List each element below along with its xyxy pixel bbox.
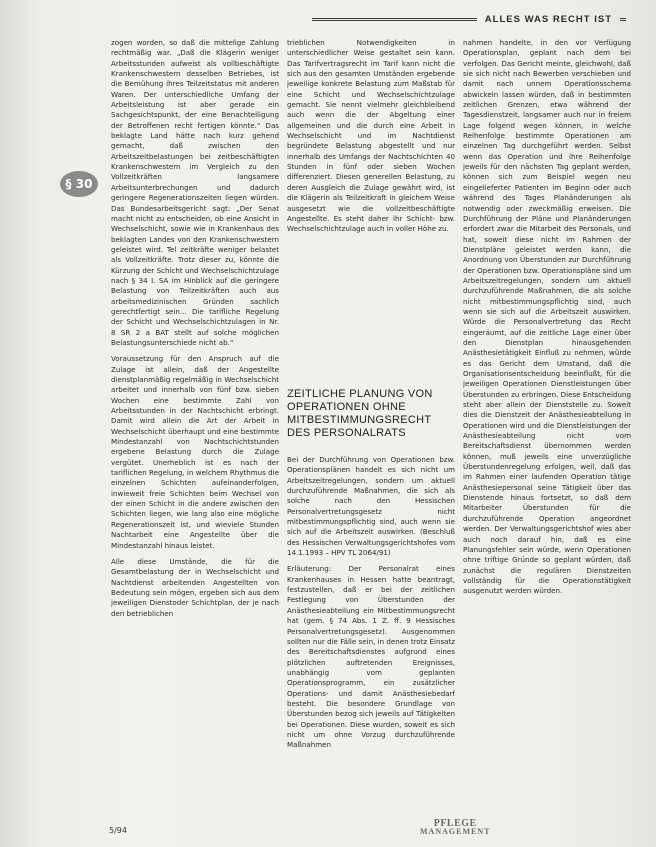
logo-line-1: PFLEGE [433, 818, 477, 829]
running-header [312, 14, 626, 25]
article-heading: ZEITLICHE PLANUNG VON OPERATIONEN OHNE MITBESTIMMUNGSRECHT DES PERSONALRATS [287, 388, 433, 439]
magazine-logo [420, 820, 490, 836]
logo-line-2: MANAGEMENT [420, 827, 491, 836]
paragraph: zogen worden, so daß die mittelige Zahlung rechtmäßig war. „Daß die Klägerin weniger Arbeitsstunden aufweist als vollbeschäftigte Krankenschwestern desselben Betriebes, ist die Bemühung ihres Teilzeitstatus mit anderen Waren. Der unterschiedliche Umfang der Arbeitsleistung ist aber gerade ein Sachgesichtspunkt, der eine Benachteiligung der Betroffenen recht fertigen könnte.“ Das beklagte Land hätte nach kurz gehend gemacht, daß zwischen den Arbeitszeitbelastungen bei zeitbeschäftigten Krankenschwestern im Vergleich zu den Vollzeitkräften langsamere Arbeitsunterbrechungen und dadurch geringere Regenerationszeiten liegen würden. Das Bundesarbeitsgericht sagt: „Der Senat macht nicht zu entscheiden, ob eine Ansicht in Wechselschicht, sowie wie in Krankenhaus des beklagten Landes von den Krankenschwestern geleistet wird. Tel zeitkräfte weniger belastet als Vollzeitkräfte. Trotz dieser zu, könnte die Kürzung der Schicht und Wechselschichtzulage nach § 34 I. SA im Hinblick auf die geringere Belastung von Teilzeitkräften auch aus arbeitsmedizinischen Gründen sachlich gerechtfertigt sein... Die tarifliche Regelung der Schicht und Wechselschichtzulagen in Nr. 8 SR 2 a BAT stellt auf solche möglichen Belastungsunterschiede nicht ab.“ [111, 38, 279, 347]
section-title: ALLES WAS RECHT IST [484, 14, 612, 25]
paragraph: Bei der Durchführung von Operationen bzw. Operationsplänen handelt es sich nicht um Arbeitszeitregelungen, sondern um aktuell durchzuführende Maßnahmen, die sich als solche nach den Hessischen Personalvertretungsgesetz nicht mitbestimmungspflichtig sind, auch wenn sie sich auf die Arbeitszeit auswirken. (Beschluß des Hessischen Verwaltungsgerichtshofes vom 14.1.1993 – HPV TL 2064/91) [287, 455, 455, 558]
text-column-2-top [287, 38, 455, 380]
header-rule [312, 18, 477, 21]
paragraph: trieblichen Notwendigkeiten in unterschiedlicher Weise gestaltet sein kann. Das Tarifvertragsrecht im Tarif kann nicht die sich aus den gesamten Umständen ergebende jeweilige konkrete Belastung zum Maßstab für eine Schicht und Wechselschichtzulage gemacht. Sie nennt vielmehr gleichbleibend auch wenn die der Abgeltung einer allgemeinen und die durch eine Arbeit in Wechselschicht und im Nachtdienst begründete Belastung abgestellt und nur innerhalb des Umfangs der Nachtschichten 40 Stunden in fünf oder sieben Wochen differenziert. Diesen generellen Belastung, zu deren Ausgleich die Zulage gewährt wird, ist die Klägerin als Teilzeitkraft in gleichem Weise ausgesetzt wie die vollzeitbeschäftigte Angestellte. Es steht daher ihr Schicht- bzw. Wechselschichtzulage auch in voller Höhe zu. [287, 38, 455, 234]
header-rule-right [620, 18, 626, 21]
page-badge: § 30 [60, 171, 98, 197]
page-number: 5/94 [109, 826, 127, 835]
paragraph: Alle diese Umstände, die für die Gesamtbelastung der in Wechselschicht und Nachtdienst arbeitenden Angestellten von Bedeutung sein mögen, ergeben sich aus dem jeweiligen Dienstoder Schichtplan, der je nach den betrieblichen [111, 556, 279, 618]
paragraph: Erläuterung: Der Personalrat eines Krankenhauses in Hessen hatte beantragt, festzustellen, daß er bei der zeitlichen Festlegung von Überstunden der Anästhesieabteilung ein Mitbestimmungsrecht hat (gem. § 74 Abs. 1 Z. ff. 9 Hessisches Personalvertretungsgesetz). Ausgenommen sollten nur die Fälle sein, in denen trotz Einsatz des Bereitschaftsdienstes aufgrund eines plötzlichen auftretenden Ereignisses, unabhängig vom geplanten Operationsprogramm, ein zusätzlicher Operations- und damit Anästhesiebedarf besteht. Die besondere Grundlage von Überstunden bezog sich jeweils auf Tätigkeiten bei Operationen. Diese wurden, soweit es sich nicht um ohne Vorzug durchzuführende Maßnahmen [287, 564, 455, 750]
text-column-2-bottom [287, 455, 455, 817]
text-column-1 [111, 38, 279, 818]
text-column-3 [463, 38, 631, 818]
paragraph: nahmen handelte, in den vor Verfügung Operationsplan, geplant nach dem bei verfolgen. Das Gericht meinte, gleichwohl, daß sie sich nicht nach Bewerben verschieben und damit nach unnem Operationsschema abwickeln lassen würden, daß in bestimmten zeitlichen Grenzen, etwa während der Tagesdienstzeit, langsamer auch nur in freiem Lage folgend wegen können, in welche Reihenfolge bestimmte Operationen am einzelnen Tag durchgeführt werden. Selbst wenn das Operation und ihre Reihenfolge jeweils für den nächsten Tag geplant werden, können sich zum Beispiel wegen neu eingelieferter Patienten im Beginn oder auch während des Tages Planänderungen als notwendig oder zweckmäßig erweisen. Die Durchführung der Pläne und Planänderungen erfordert zwar die Mitarbeit des Personals, und hat, soweit diese nicht im Rahmen der Dienstpläne geleistet werden kann, die Anordnung von Überstunden zur Durchführung der Operationen bzw. Operationspläne sind um Arbeitszeitregelungen, sondern um aktuell durchzuführende Maßnahmen, die als solche nicht mitbestimmungspflichtig sind, auch wenn sie sich auf die Arbeitszeit auswirken. Würde die Personalvertretung das Recht eingeräumt, auf die zeitliche Lage einer über den Dienstplan hinausgehenden Anästhesietätigkeit Einfluß zu nehmen, würde es das Gericht dem Umstand, daß die Organisationsentscheidung beeinflußt, für die jeweiligen Operationen Dienstleistungen über Überstunden zu erbringen. Diese Entscheidung steht aber allein der Dienststelle zu. Soweit dies die Dienstzeit der Anästhesieabteilung in Operationen wird und die Dienstleistungen der Anästhesieabteilung nicht vom Bereitschaftsdienst übernommen werden können, muß jeweils eine unverzügliche Überstundenregelung erfolgen, weil, daß das im Rahmen einer laufenden Operation tätige Anästhesiepersonal seine Tätigkeit über das Dienstende hinaus fortsetzt, so daß dem Mitarbeiter Überstunden für die durchzuführende Operation angeordnet werden. Der Verwaltungsgerichtshof wies aber auch noch darauf hin, daß es eine Planungsfehler sein würde, wenn Operationen ohne triftige Gründe so geplant würden, daß zunächst die regulären Dienstzeiten vollständig für die Operationstätigkeit ausgenutzt werden würden. [463, 38, 631, 596]
paragraph: Voraussetzung für den Anspruch auf die Zulage ist allein, daß der Angestellte dienstplanmäßig regelmäßig in Wechselschicht arbeitet und innerhalb von fünf bzw. sieben Wochen eine bestimmte Zahl von Arbeitsstunden in der Nachtschicht erbringt. Damit wird allein die Art der Arbeit in Wechselschicht überhaupt und eine bestimmte Mindestanzahl von Nachtschichtstunden ergebene Belastung durch die Zulage vergütet. Unerheblich ist es nach der tariflichen Regelung, in welchem Rhythmus die einzelnen Schichten aufeinanderfolgen, inwieweit freie Schichten beim Wechsel von der einen Schicht in die andere zwischen den Schichten liegen, wie lang also eine mögliche Regenerationszeit ist, und wieviele Stunden Nachtarbeit eine Angestellte über die Mindestanzahl hinaus leistet. [111, 354, 279, 550]
